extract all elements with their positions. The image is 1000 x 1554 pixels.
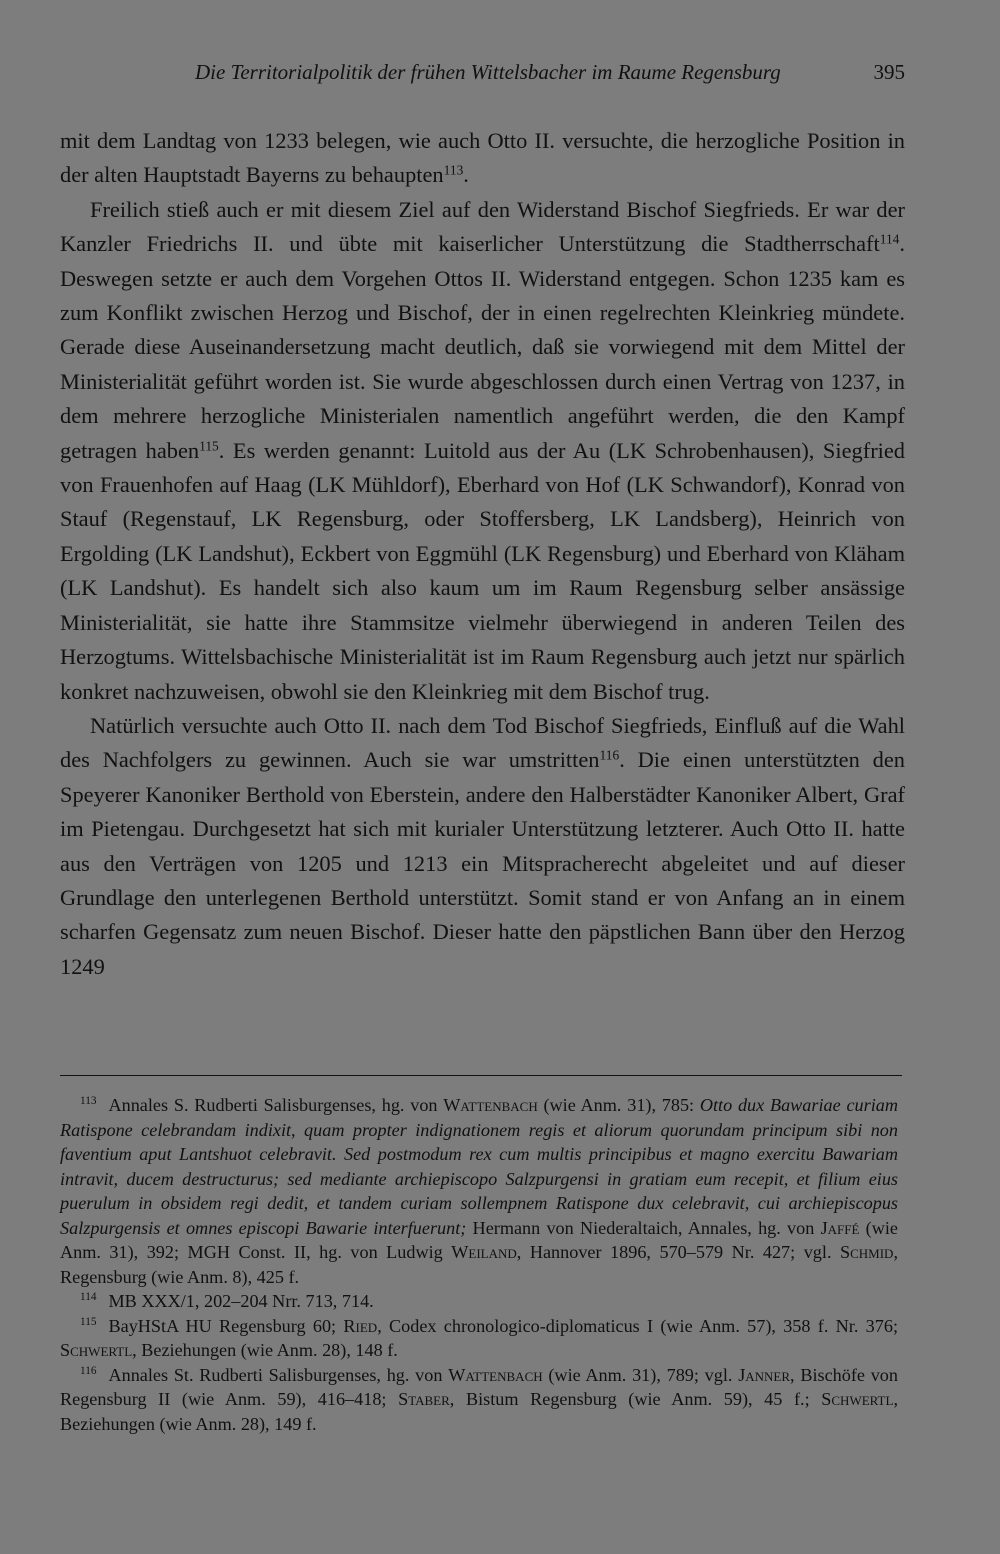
footnote-text: , Hannover 1896, 570–579 Nr. 427; vgl. (516, 1242, 840, 1262)
footnote-text: (wie Anm. 31), 392; MGH Const. II, hg. von Ludwig (60, 1217, 898, 1262)
footnote-text: (wie Anm. 31), 789; vgl. (542, 1364, 739, 1385)
paragraph-text: Freilich stieß auch er mit diesem Ziel auf den Widerstand Bischof Siegfrieds. Er war der Kanzler Friedrichs II. und übte mit kaiserlicher Unterstützung die Stadtherrschaft (60, 196, 905, 257)
main-text (60, 124, 905, 984)
paragraph-text: . Es werden genannt: Luitold aus der Au (LK Schrobenhausen), Siegfried von Frauenhofen auf Haag (LK Mühldorf), Eberhard von Hof (LK Schwandorf), Konrad von Stauf (Regenstauf, LK Regensburg, oder Stoffersberg, LK Landsberg), Heinrich von Ergolding (LK Landshut), Eckbert von Eggmühl (LK Regensburg) und Eberhard von Kläham (LK Landshut). Es handelt sich also kaum um im Raum Regensburg selber ansässige Ministerialität, sie hatte ihre Stammsitze vielmehr überwiegend in anderen Teilen des Herzogtums. Wittelsbachische Ministerialität ist im Raum Regensburg auch jetzt nur spärlich konkret nachzuweisen, obwohl sie den Kleinkrieg mit dem Bischof trug. (60, 437, 906, 704)
footnote-number: 114 (80, 1291, 97, 1304)
paragraph-text: mit dem Landtag von 1233 belegen, wie auch Otto II. versuchte, die herzogliche Position in der alten Hauptstadt Bayerns zu behaupten (60, 128, 905, 188)
footnote-text: , Beziehungen (wie Anm. 28), 148 f. (132, 1340, 398, 1360)
footnote-ref: 113 (443, 163, 464, 179)
footnote-text: MB XXX/1, 202–204 Nrr. 713, 714. (108, 1291, 374, 1311)
page-number: 395 (873, 60, 905, 84)
author-name: Weiland (451, 1242, 517, 1262)
paragraph-text: . (463, 162, 469, 188)
footnote-text: , Bistum Regensburg (wie Anm. 59), 45 f.; (449, 1389, 822, 1409)
footnote-text: Annales S. Rudberti Salisburgenses, hg. von (108, 1095, 444, 1115)
footnote-text: Annales St. Rudberti Salisburgenses, hg. von (108, 1364, 449, 1385)
paragraph-3 (60, 709, 905, 984)
footnote-text: Hermann von Niederaltaich, Annales, hg. von (466, 1217, 821, 1238)
author-name: Wattenbach (448, 1364, 543, 1385)
paragraph-1 (60, 124, 905, 193)
footnotes (60, 1093, 898, 1436)
footnote-divider (60, 1075, 902, 1076)
author-name: Schmid (840, 1242, 894, 1262)
paragraph-text: . Deswegen setzte er auch dem Vorgehen Ottos II. Widerstand entgegen. Schon 1235 kam es zum Konflikt zwischen Herzog und Bischof, der in einen regelrechten Kleinkrieg mündete. Gerade diese Auseinandersetzung macht deutlich, daß sie vorwiegend mit dem Mittel der Ministerialität geführt worden ist. Sie wurde abgeschlossen durch einen Vertrag von 1237, in dem mehrere herzogliche Ministerialen namentlich angeführt werden, die den Kampf getragen haben (60, 231, 905, 463)
paragraph-text: . Die einen unterstützten den Speyerer Kanoniker Berthold von Eberstein, andere den Halberstädter Kanoniker Albert, Graf im Pietengau. Durchgesetzt hat sich mit kurialer Unterstützung letzterer. Auch Otto II. hatte aus den Verträgen von 1205 und 1213 ein Mitspracherecht abgeleitet und auf dieser Grundlage den unterlegenen Berthold unterstützt. Somit stand er von Anfang an in einem scharfen Gegensatz zum neuen Bischof. Dieser hatte den päpstlichen Bann über den Herzog 1249 (60, 747, 905, 979)
author-name: Wattenbach (443, 1095, 538, 1115)
running-header (60, 60, 905, 90)
author-name: Schwertl (60, 1340, 133, 1360)
author-name: Ried (343, 1315, 378, 1336)
author-name: Janner (738, 1364, 791, 1385)
footnote-113 (60, 1093, 898, 1289)
footnote-text: , Bischöfe von Regensburg II (wie Anm. 59), 416–418; (60, 1364, 898, 1409)
footnote-text: , Beziehungen (wie Anm. 28), 149 f. (60, 1389, 898, 1434)
author-name: Jaffé (820, 1217, 860, 1238)
footnote-text: BayHStA HU Regensburg 60; (108, 1315, 344, 1336)
author-name: Staber (398, 1389, 450, 1409)
footnote-ref: 114 (879, 231, 900, 247)
footnote-text: , Regensburg (wie Anm. 8), 425 f. (60, 1242, 898, 1287)
footnote-number: 113 (80, 1095, 97, 1108)
author-name: Schwertl (821, 1389, 894, 1409)
footnote-ref: 115 (199, 438, 219, 454)
footnote-number: 116 (80, 1364, 97, 1377)
footnote-number: 115 (80, 1315, 97, 1328)
footnote-116 (60, 1363, 898, 1437)
paragraph-text: Natürlich versuchte auch Otto II. nach dem Tod Bischof Siegfrieds, Einfluß auf die Wahl des Nachfolgers zu gewinnen. Auch sie war umstritten (60, 712, 905, 773)
footnote-115 (60, 1314, 898, 1363)
footnote-text: , Codex chronologico-diplomaticus I (wie Anm. 57), 358 f. Nr. 376; (377, 1315, 898, 1336)
footnote-ref: 116 (599, 747, 620, 763)
running-title: Die Territorialpolitik der frühen Wittelsbacher im Raume Regensburg (195, 60, 781, 84)
paragraph-2 (60, 193, 905, 709)
latin-quote: Otto dux Bawariae curiam Ratispone celebrandam indixit, quam propter indignationem regis et aliorum quorundam principum sibi non faventium aput Lantshuot celebravit. Sed postmodum rex cum multis principibus et magno exercitu Bawariam intravit, ducem destructurus; sed mediante archiepiscopo Salzpurgensi in gratiam eum recepit, et filium eius puerulum in obsidem regi dedit, et tandem curiam sollempnem Ratispone dux celebravit, cui archiepiscopus Salzpurgensis et omnes episcopi Bawarie interfuerunt; (60, 1095, 898, 1238)
footnote-text: (wie Anm. 31), 785: (537, 1095, 700, 1115)
footnote-114 (60, 1289, 898, 1314)
